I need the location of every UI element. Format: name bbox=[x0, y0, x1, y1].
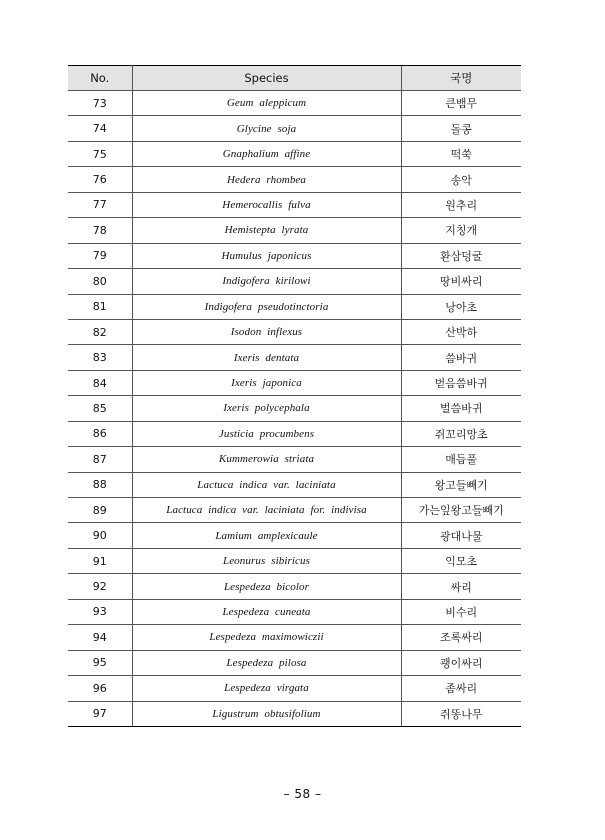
cell-no: 80 bbox=[68, 269, 132, 294]
cell-no: 86 bbox=[68, 421, 132, 446]
cell-no: 77 bbox=[68, 192, 132, 217]
cell-korean-name: 쥐꼬리망초 bbox=[401, 421, 521, 446]
cell-korean-name: 큰뱀무 bbox=[401, 91, 521, 116]
cell-species: Hemerocallis fulva bbox=[132, 192, 401, 217]
cell-korean-name: 조록싸리 bbox=[401, 625, 521, 650]
cell-korean-name: 원추리 bbox=[401, 192, 521, 217]
table-body bbox=[68, 91, 521, 727]
cell-no: 91 bbox=[68, 548, 132, 573]
cell-species: Indigofera kirilowi bbox=[132, 269, 401, 294]
cell-korean-name: 떡쑥 bbox=[401, 141, 521, 166]
cell-species: Ixeris japonica bbox=[132, 370, 401, 395]
cell-korean-name: 비수리 bbox=[401, 599, 521, 624]
cell-korean-name: 괭이싸리 bbox=[401, 650, 521, 675]
cell-korean-name: 쥐똥나무 bbox=[401, 701, 521, 726]
cell-species: Gnaphalium affine bbox=[132, 141, 401, 166]
column-header-korean-name: 국명 bbox=[401, 66, 521, 91]
cell-no: 88 bbox=[68, 472, 132, 497]
table-row bbox=[68, 701, 521, 726]
table-row bbox=[68, 650, 521, 675]
table-row bbox=[68, 625, 521, 650]
cell-korean-name: 매듭풀 bbox=[401, 447, 521, 472]
cell-species: Lespedeza bicolor bbox=[132, 574, 401, 599]
header-row bbox=[68, 66, 521, 91]
cell-korean-name: 씀바귀 bbox=[401, 345, 521, 370]
table-row bbox=[68, 294, 521, 319]
cell-no: 96 bbox=[68, 676, 132, 701]
table-row bbox=[68, 396, 521, 421]
cell-no: 75 bbox=[68, 141, 132, 166]
cell-korean-name: 낭아초 bbox=[401, 294, 521, 319]
cell-no: 74 bbox=[68, 116, 132, 141]
table-row bbox=[68, 91, 521, 116]
cell-korean-name: 땅비싸리 bbox=[401, 269, 521, 294]
table-row bbox=[68, 269, 521, 294]
cell-korean-name: 왕고들빼기 bbox=[401, 472, 521, 497]
table-row bbox=[68, 447, 521, 472]
cell-species: Leonurus sibiricus bbox=[132, 548, 401, 573]
cell-korean-name: 산박하 bbox=[401, 319, 521, 344]
cell-species: Lactuca indica var. laciniata for. indivisa bbox=[132, 498, 401, 523]
cell-no: 95 bbox=[68, 650, 132, 675]
cell-species: Ligustrum obtusifolium bbox=[132, 701, 401, 726]
cell-species: Humulus japonicus bbox=[132, 243, 401, 268]
cell-no: 87 bbox=[68, 447, 132, 472]
table-row bbox=[68, 421, 521, 446]
cell-species: Lamium amplexicaule bbox=[132, 523, 401, 548]
page-number: – 58 – bbox=[283, 787, 322, 801]
species-table bbox=[68, 65, 521, 727]
cell-species: Geum aleppicum bbox=[132, 91, 401, 116]
cell-no: 83 bbox=[68, 345, 132, 370]
cell-no: 93 bbox=[68, 599, 132, 624]
cell-species: Lespedeza virgata bbox=[132, 676, 401, 701]
cell-species: Glycine soja bbox=[132, 116, 401, 141]
cell-korean-name: 환삼덩굴 bbox=[401, 243, 521, 268]
column-header-no: No. bbox=[68, 66, 132, 91]
cell-no: 82 bbox=[68, 319, 132, 344]
table-row bbox=[68, 574, 521, 599]
cell-korean-name: 벋음씀바귀 bbox=[401, 370, 521, 395]
cell-korean-name: 지칭개 bbox=[401, 218, 521, 243]
table-row bbox=[68, 676, 521, 701]
cell-species: Hemistepta lyrata bbox=[132, 218, 401, 243]
table-row bbox=[68, 345, 521, 370]
cell-no: 81 bbox=[68, 294, 132, 319]
cell-species: Isodon inflexus bbox=[132, 319, 401, 344]
table-header bbox=[68, 66, 521, 91]
cell-no: 94 bbox=[68, 625, 132, 650]
cell-no: 78 bbox=[68, 218, 132, 243]
cell-no: 76 bbox=[68, 167, 132, 192]
table-row bbox=[68, 498, 521, 523]
cell-no: 97 bbox=[68, 701, 132, 726]
table-row bbox=[68, 141, 521, 166]
cell-species: Lespedeza pilosa bbox=[132, 650, 401, 675]
cell-no: 92 bbox=[68, 574, 132, 599]
table-row bbox=[68, 167, 521, 192]
cell-korean-name: 익모초 bbox=[401, 548, 521, 573]
table-row bbox=[68, 370, 521, 395]
table-row bbox=[68, 523, 521, 548]
table-row bbox=[68, 192, 521, 217]
cell-species: Lactuca indica var. laciniata bbox=[132, 472, 401, 497]
table-row bbox=[68, 243, 521, 268]
cell-no: 73 bbox=[68, 91, 132, 116]
cell-korean-name: 광대나물 bbox=[401, 523, 521, 548]
cell-species: Ixeris dentata bbox=[132, 345, 401, 370]
cell-no: 79 bbox=[68, 243, 132, 268]
table-row bbox=[68, 548, 521, 573]
table-row bbox=[68, 319, 521, 344]
cell-korean-name: 벌씀바귀 bbox=[401, 396, 521, 421]
table-row bbox=[68, 116, 521, 141]
cell-no: 84 bbox=[68, 370, 132, 395]
cell-species: Kummerowia striata bbox=[132, 447, 401, 472]
cell-korean-name: 송악 bbox=[401, 167, 521, 192]
cell-no: 85 bbox=[68, 396, 132, 421]
cell-species: Indigofera pseudotinctoria bbox=[132, 294, 401, 319]
cell-species: Hedera rhombea bbox=[132, 167, 401, 192]
table-row bbox=[68, 218, 521, 243]
cell-no: 89 bbox=[68, 498, 132, 523]
column-header-species: Species bbox=[132, 66, 401, 91]
cell-korean-name: 가는잎왕고들빼기 bbox=[401, 498, 521, 523]
cell-species: Lespedeza cuneata bbox=[132, 599, 401, 624]
cell-species: Ixeris polycephala bbox=[132, 396, 401, 421]
cell-korean-name: 돌콩 bbox=[401, 116, 521, 141]
cell-species: Justicia procumbens bbox=[132, 421, 401, 446]
cell-no: 90 bbox=[68, 523, 132, 548]
table-row bbox=[68, 472, 521, 497]
table-row bbox=[68, 599, 521, 624]
cell-korean-name: 좀싸리 bbox=[401, 676, 521, 701]
cell-species: Lespedeza maximowiczii bbox=[132, 625, 401, 650]
cell-korean-name: 싸리 bbox=[401, 574, 521, 599]
